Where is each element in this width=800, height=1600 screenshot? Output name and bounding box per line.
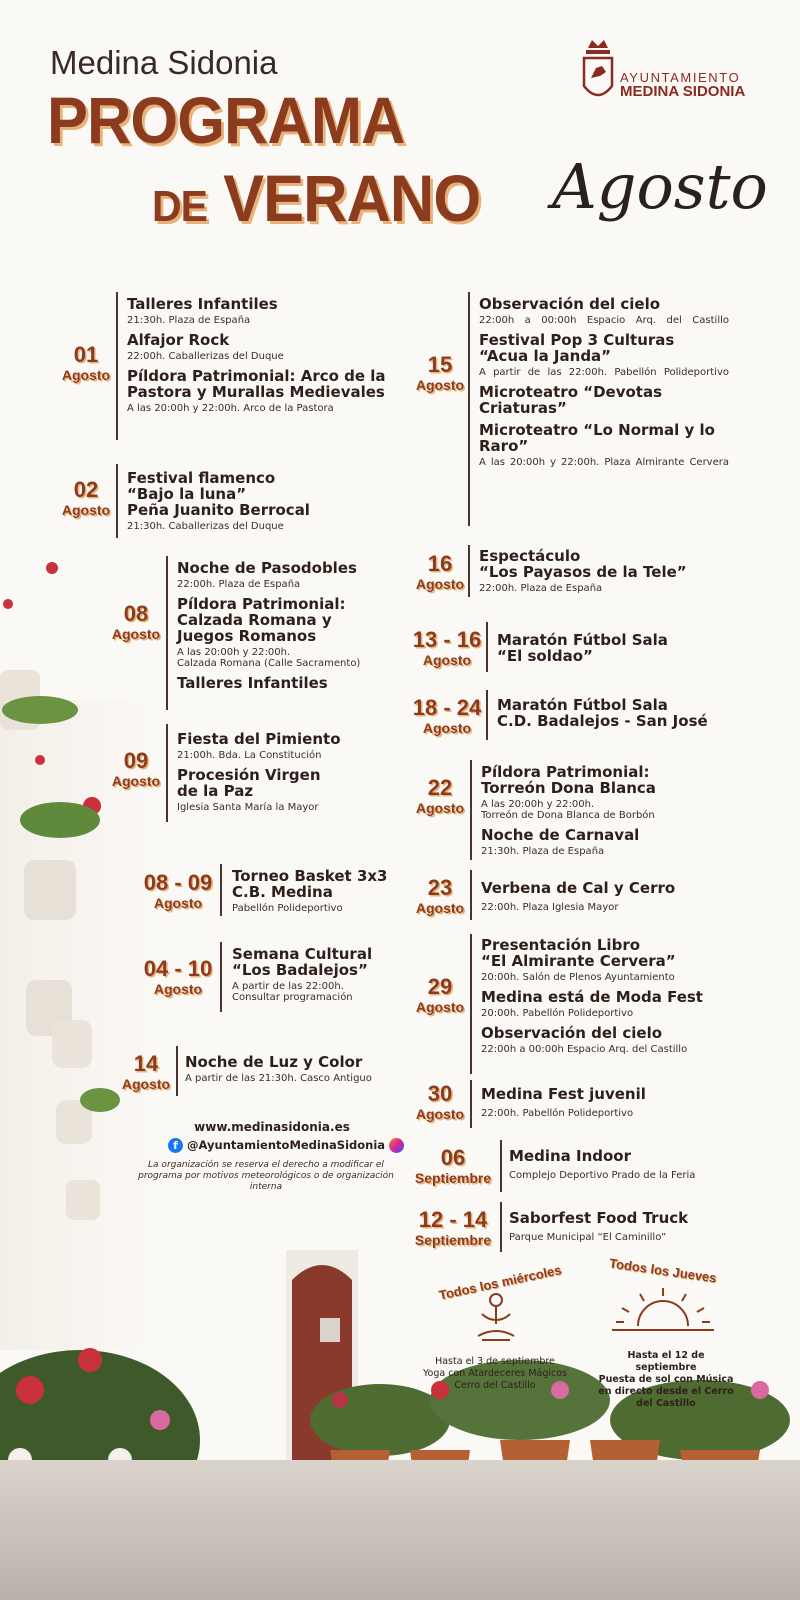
date-14-agosto bbox=[118, 1053, 174, 1091]
date-29-agosto bbox=[412, 976, 468, 1014]
yoga-icon bbox=[468, 1290, 524, 1346]
date-day: 01 bbox=[73, 342, 99, 367]
event-group-04-10 bbox=[232, 946, 422, 1009]
date-month: Agosto bbox=[415, 800, 465, 816]
date-day: 18 - 24 bbox=[412, 695, 482, 720]
date-12-14-septiembre bbox=[408, 1209, 498, 1247]
badge-detail-text: Hasta el 3 de septiembre Yoga con Atardeceres Mágicos Cerro del Castillo bbox=[422, 1356, 568, 1391]
event-title: Alfajor Rock bbox=[127, 331, 230, 349]
date-month: Agosto bbox=[415, 999, 465, 1015]
event-group-13-16 bbox=[497, 632, 747, 670]
divider bbox=[500, 1202, 502, 1252]
social-handle-text: @AyuntamientoMedinaSidonia bbox=[187, 1138, 386, 1152]
divider bbox=[166, 556, 168, 710]
title-programa: PROGRAMA bbox=[47, 83, 405, 157]
date-08-09-agosto bbox=[138, 872, 218, 910]
event-group-16 bbox=[479, 548, 729, 600]
event-detail: 22:00h. Plaza de España bbox=[177, 579, 301, 590]
event-detail: 22:00h a 00:00h Espacio Arq. del Castillo bbox=[481, 1044, 688, 1055]
date-13-16-agosto bbox=[408, 629, 486, 667]
date-06-septiembre bbox=[408, 1147, 498, 1185]
date-month: Agosto bbox=[422, 720, 472, 736]
date-day: 29 bbox=[427, 974, 453, 999]
event-title: Talleres Infantiles bbox=[127, 295, 278, 313]
instagram-icon[interactable] bbox=[389, 1138, 404, 1153]
event-group-09 bbox=[177, 731, 367, 819]
event-detail: 21:30h. Plaza de España bbox=[127, 315, 251, 326]
divider bbox=[500, 1140, 502, 1192]
divider bbox=[116, 464, 118, 538]
divider bbox=[470, 870, 472, 920]
event-title: Observación del cielo bbox=[479, 295, 661, 313]
date-month: Agosto bbox=[153, 895, 203, 911]
disclaimer: La organización se reserva el derecho a modificar el programa por motivos meteorológicos o de organización interna bbox=[138, 1160, 394, 1192]
event-detail: A las 20:00h y 22:00h. Arco de la Pastora bbox=[127, 403, 334, 414]
divider bbox=[166, 724, 168, 822]
date-01-agosto bbox=[58, 344, 114, 382]
date-month: Septiembre bbox=[414, 1170, 492, 1186]
divider bbox=[470, 934, 472, 1074]
date-month: Septiembre bbox=[414, 1232, 492, 1248]
event-group-18-24 bbox=[497, 697, 747, 735]
event-detail: 22:00h. Plaza de España bbox=[479, 583, 603, 594]
town-name: Medina Sidonia bbox=[50, 44, 278, 81]
event-group-15 bbox=[479, 296, 729, 474]
event-title: Verbena de Cal y Cerro bbox=[481, 879, 676, 897]
date-month: Agosto bbox=[153, 981, 203, 997]
date-day: 06 bbox=[440, 1145, 466, 1170]
event-title: Noche de Pasodobles bbox=[177, 559, 357, 577]
event-group-02 bbox=[127, 470, 387, 538]
divider bbox=[468, 545, 470, 597]
event-detail: Complejo Deportivo Prado de la Feria bbox=[509, 1170, 696, 1181]
event-title: Maratón Fútbol Sala “El soldao” bbox=[497, 631, 668, 665]
event-group-14 bbox=[185, 1054, 405, 1090]
date-month: Agosto bbox=[61, 367, 111, 383]
date-22-agosto bbox=[412, 777, 468, 815]
date-day: 30 bbox=[427, 1081, 453, 1106]
title-de-verano bbox=[152, 160, 480, 236]
date-month: Agosto bbox=[415, 377, 465, 393]
event-title: Noche de Carnaval bbox=[481, 826, 640, 844]
event-title: Píldora Patrimonial: Calzada Romana y Juegos Romanos bbox=[177, 595, 346, 645]
title-de: DE bbox=[152, 182, 207, 231]
event-title: Festival flamenco “Bajo la luna” Peña Juanito Berrocal bbox=[127, 469, 310, 519]
event-title: Fiesta del Pimiento bbox=[177, 730, 341, 748]
sunset-icon bbox=[608, 1282, 718, 1338]
event-detail: 20:00h. Pabellón Polideportivo bbox=[481, 1008, 634, 1019]
event-detail: A partir de las 21:30h. Casco Antiguo bbox=[185, 1073, 372, 1084]
date-month: Agosto bbox=[111, 626, 161, 642]
event-group-08 bbox=[177, 560, 363, 697]
website-link[interactable]: www.medinasidonia.es bbox=[194, 1120, 350, 1134]
divider bbox=[470, 1080, 472, 1128]
event-group-06-sept bbox=[509, 1148, 749, 1187]
date-day: 09 bbox=[123, 748, 149, 773]
divider bbox=[220, 864, 222, 916]
badge-detail-text: Hasta el 12 de septiembre Puesta de sol con Música en directo desde el Cerro del Castillo bbox=[598, 1350, 734, 1409]
coat-of-arms-icon bbox=[580, 38, 616, 116]
event-group-12-14-sept bbox=[509, 1210, 749, 1249]
event-detail: A las 20:00h y 22:00h. Plaza Almirante Cervera bbox=[479, 457, 729, 468]
event-title: Microteatro “Lo Normal y lo Raro” bbox=[479, 421, 715, 455]
event-title: Torneo Basket 3x3 C.B. Medina bbox=[232, 867, 388, 901]
date-16-agosto bbox=[412, 553, 468, 591]
date-day: 02 bbox=[73, 477, 99, 502]
event-detail: 20:00h. Salón de Plenos Ayuntamiento bbox=[481, 972, 675, 983]
date-day: 23 bbox=[427, 875, 453, 900]
date-day: 15 bbox=[427, 352, 453, 377]
event-title: Medina Fest juvenil bbox=[481, 1085, 646, 1103]
date-day: 12 - 14 bbox=[418, 1207, 488, 1232]
date-02-agosto bbox=[58, 479, 114, 517]
event-detail: Parque Municipal “El Caminillo” bbox=[509, 1232, 667, 1243]
wall-flowerpots bbox=[0, 562, 120, 1220]
event-title: Maratón Fútbol Sala C.D. Badalejos - San José bbox=[497, 696, 708, 730]
event-detail: A las 20:00h y 22:00h. Calzada Romana (Calle Sacramento) bbox=[177, 647, 361, 669]
date-day: 14 bbox=[133, 1051, 159, 1076]
event-title: Píldora Patrimonial: Torreón Dona Blanca bbox=[481, 763, 656, 797]
date-30-agosto bbox=[412, 1083, 468, 1121]
event-title: Saborfest Food Truck bbox=[509, 1209, 689, 1227]
date-month: Agosto bbox=[415, 900, 465, 916]
event-detail: 21:30h. Plaza de España bbox=[481, 846, 605, 857]
date-month: Agosto bbox=[121, 1076, 171, 1092]
date-18-24-agosto bbox=[408, 697, 486, 735]
event-detail: A las 20:00h y 22:00h. Torreón de Dona Blanca de Borbón bbox=[481, 799, 655, 821]
divider bbox=[486, 622, 488, 672]
date-month: Agosto bbox=[111, 773, 161, 789]
divider bbox=[486, 690, 488, 740]
date-09-agosto bbox=[108, 750, 164, 788]
divider bbox=[468, 292, 470, 526]
date-day: 22 bbox=[427, 775, 453, 800]
date-23-agosto bbox=[412, 877, 468, 915]
date-day: 16 bbox=[427, 551, 453, 576]
event-title: Medina Indoor bbox=[509, 1147, 632, 1165]
logo-line-ayuntamiento: AYUNTAMIENTO bbox=[620, 70, 741, 85]
logo-line-medina: MEDINA SIDONIA bbox=[620, 83, 746, 100]
divider bbox=[220, 942, 222, 1012]
event-title: Talleres Infantiles bbox=[177, 674, 328, 692]
divider bbox=[116, 292, 118, 440]
badge-heading-text: Todos los Jueves bbox=[608, 1255, 718, 1286]
date-month: Agosto bbox=[422, 652, 472, 668]
date-month: Agosto bbox=[61, 502, 111, 518]
date-08-agosto bbox=[108, 603, 164, 641]
event-title: Microteatro “Devotas Criaturas” bbox=[479, 383, 663, 417]
divider bbox=[470, 760, 472, 860]
event-title: Festival Pop 3 Culturas “Acua la Janda” bbox=[479, 331, 675, 365]
event-detail: A partir de las 22:00h. Pabellón Polideportivo bbox=[479, 367, 729, 378]
date-day: 08 bbox=[123, 601, 149, 626]
divider bbox=[176, 1046, 178, 1096]
event-detail: Iglesia Santa María la Mayor bbox=[177, 802, 319, 813]
badge-detail-jueves bbox=[596, 1350, 736, 1410]
badge-heading-text: Todos los miércoles bbox=[437, 1262, 563, 1303]
event-title-line: Píldora Patrimonial: Arco de la Pastora y Murallas Medievales bbox=[127, 367, 386, 401]
event-group-08-09 bbox=[232, 868, 422, 920]
social-handle[interactable] bbox=[168, 1138, 404, 1153]
date-day: 08 - 09 bbox=[143, 870, 213, 895]
event-group-22 bbox=[481, 764, 731, 863]
date-month: Agosto bbox=[415, 576, 465, 592]
event-detail: 21:00h. Bda. La Constitución bbox=[177, 750, 322, 761]
event-title bbox=[127, 368, 387, 400]
date-day: 04 - 10 bbox=[143, 956, 213, 981]
date-day: 13 - 16 bbox=[412, 627, 482, 652]
event-title: Espectáculo “Los Payasos de la Tele” bbox=[479, 547, 687, 581]
month-script: Agosto bbox=[552, 150, 768, 223]
date-04-10-agosto bbox=[138, 958, 218, 996]
event-title: Procesión Virgen de la Paz bbox=[177, 766, 321, 800]
date-15-agosto bbox=[412, 354, 468, 392]
event-detail: A partir de las 22:00h. Consultar programación bbox=[232, 981, 353, 1003]
facebook-icon[interactable]: f bbox=[168, 1138, 183, 1153]
date-month: Agosto bbox=[415, 1106, 465, 1122]
event-detail: 22:00h. Pabellón Polideportivo bbox=[481, 1108, 634, 1119]
event-detail: 22:00h. Caballerizas del Duque bbox=[127, 351, 284, 362]
badge-detail-miercoles bbox=[416, 1356, 574, 1392]
event-group-23 bbox=[481, 880, 731, 919]
event-title: Medina está de Moda Fest bbox=[481, 988, 703, 1006]
event-group-29 bbox=[481, 937, 731, 1061]
event-title: Presentación Libro “El Almirante Cervera” bbox=[481, 936, 676, 970]
event-detail: 22:00h. Plaza Iglesia Mayor bbox=[481, 902, 619, 913]
event-detail: 21:30h. Caballerizas del Duque bbox=[127, 521, 284, 532]
event-title: Noche de Luz y Color bbox=[185, 1053, 363, 1071]
event-detail: 22:00h a 00:00h Espacio Arq. del Castillo bbox=[479, 315, 729, 326]
title-verano: VERANO bbox=[223, 161, 481, 235]
cobbled-street bbox=[0, 1460, 800, 1600]
event-title: Observación del cielo bbox=[481, 1024, 663, 1042]
event-detail: Pabellón Polideportivo bbox=[232, 903, 343, 914]
event-title: Semana Cultural “Los Badalejos” bbox=[232, 945, 373, 979]
event-group-01 bbox=[127, 296, 387, 420]
event-group-30 bbox=[481, 1086, 731, 1125]
